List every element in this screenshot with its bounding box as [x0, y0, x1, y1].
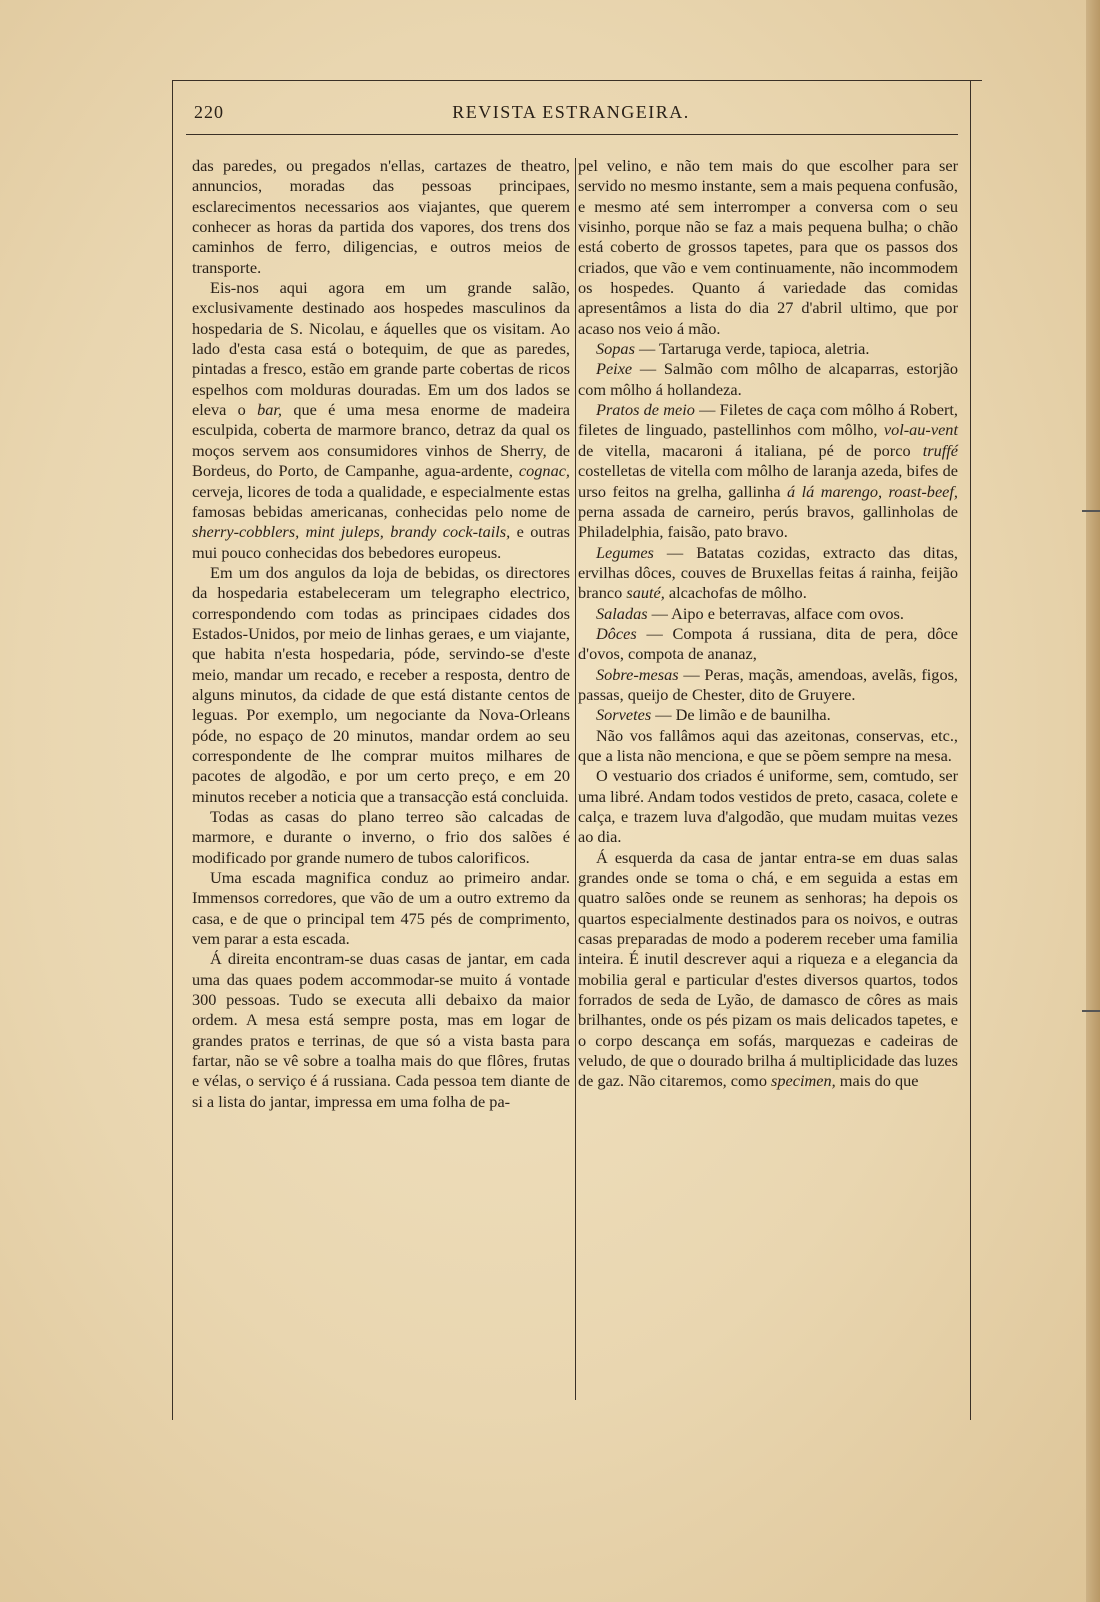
frame-right-rule [970, 80, 971, 1420]
frame-left-rule [172, 80, 173, 1420]
italic-term: cognac, [518, 461, 571, 481]
paragraph: Uma escada magnifica conduz ao primeiro andar. Immensos corredores, que vão de um a outro extremo da casa, e de que o principal tem 475 pés de comprimento, vem parar a esta escada. [192, 868, 570, 949]
menu-label: Peixe [596, 359, 633, 379]
italic-term: specimen, [771, 1071, 836, 1091]
menu-text: — Peras, maçãs, amendoas, avelãs, figos, passas, queijo de Chester, dito de Gruyere. [578, 664, 958, 704]
menu-saladas [578, 604, 958, 624]
text-run: que é uma mesa enorme de madeira esculpida, coberta de marmore branco, detraz da qual os moços servem aos consumidores vinhos de Sherry, de Bordeus, do Porto, de Campanhe, agua-ardente, [192, 400, 570, 481]
menu-text: alcachofas de môlho. [668, 583, 807, 603]
text-run: cerveja, licores de toda a qualidade, e especialmente estas famosas bebidas americanas, conhecidas pelo nome de [192, 481, 570, 521]
menu-text: — Compota á russiana, dita de pera, dôce d'ovos, compota de ananaz, [578, 623, 958, 664]
paragraph: Não vos fallâmos aqui das azeitonas, conservas, etc., que a lista não menciona, e que se põem sempre na mesa. [578, 725, 958, 765]
menu-text: de vitella, macaroni á italiana, pé de porco [578, 440, 911, 460]
page-edge [1086, 0, 1100, 1602]
menu-text: perna assada de carneiro, perús bravos, gallinholas de Philadelphia, faisão, pato bravo. [578, 501, 958, 542]
running-head: REVISTA ESTRANGEIRA. [452, 102, 690, 122]
margin-mark [1082, 1010, 1100, 1012]
menu-text: — Filetes de caça com môlho á Robert, filetes de linguado, pastellinhos com môlho, [578, 400, 958, 440]
paragraph [578, 848, 958, 1092]
frame-top-rule [172, 80, 982, 81]
paragraph: Á direita encontram-se duas casas de jantar, em cada uma das quaes podem accommodar-se muito á vontade 300 pessoas. Tudo se executa alli debaixo da maior ordem. A mesa está sempre posta, mas em logar de grandes pratos e terrinas, de que só a vista basta para fartar, não se vê sobre a toalha mais do que flôres, frutas e vélas, o serviço é á russiana. Cada pessoa tem diante de si a lista do jantar, impressa em uma folha de pa- [192, 949, 570, 1111]
menu-label: Pratos de meio [596, 400, 695, 420]
menu-label: Legumes [596, 542, 654, 562]
menu-pratos [578, 400, 958, 542]
menu-label: Sorvetes [596, 705, 652, 725]
column-divider [575, 158, 576, 1400]
right-column [578, 156, 958, 1092]
italic-term: sherry-cobblers, mint juleps, brandy cock-tails, [192, 522, 511, 542]
menu-text: costelletas de vitella com môlho de laranja azeda, bifes de urso feitos na grelha, gallinha [578, 461, 958, 501]
paragraph: O vestuario dos criados é uniforme, sem, comtudo, ser uma libré. Andam todos vestidos de preto, casaca, colete e calça, e trazem luva d'algodão, que mudam muitas vezes ao dia. [578, 766, 958, 847]
text-run: Eis-nos aqui agora em um grande salão, exclusivamente destinado aos hospedes masculinos da hospedaria de S. Nicolau, e áquelles que os visitam. Ao lado d'esta casa está o botequim, de que as paredes, pintadas a fresco, estão em grande parte cobertas de ricos espelhos com molduras douradas. Em um dos lados se eleva o [192, 278, 570, 420]
italic-term: truffé [922, 440, 958, 460]
menu-label: Sopas [596, 339, 635, 359]
italic-term: sauté, [626, 583, 665, 603]
menu-doces [578, 624, 958, 665]
paragraph: Todas as casas do plano terreo são calcadas de marmore, e durante o inverno, o frio dos salões é modificado por grande numero de tubos calorificos. [192, 807, 570, 867]
menu-label: Sobre-mesas [596, 664, 679, 684]
left-column [192, 156, 570, 1112]
menu-sopas [578, 339, 958, 359]
paragraph: pel velino, e não tem mais do que escolher para ser servido no mesmo instante, sem a mais pequena confusão, e mesmo até sem interromper a conversa com o seu visinho, porque não se faz a mais pequena bulha; o chão está coberto de grossos tapetes, para que os passos dos criados, que vão e vem continuamente, não incommodem os hospedes. Quanto á variedade das comidas apresentâmos a lista do dia 27 d'abril ultimo, que por acaso nos veio á mão. [578, 156, 958, 338]
menu-text: — Tartaruga verde, tapioca, aletria. [638, 339, 870, 359]
menu-legumes [578, 543, 958, 604]
menu-label: Saladas [596, 603, 648, 623]
paragraph [192, 278, 570, 563]
page-number: 220 [194, 102, 224, 122]
text-run: mais do que [839, 1071, 919, 1091]
menu-text: — De limão e de baunilha. [655, 705, 831, 725]
header-rule [186, 134, 958, 135]
menu-text: — Batatas cozidas, extracto das ditas, ervilhas dôces, couves de Bruxellas feitas á rainha, feijão branco [578, 542, 958, 603]
page-header [186, 100, 956, 126]
margin-mark [1082, 510, 1100, 512]
menu-text: — Aipo e beterravas, alface com ovos. [651, 603, 904, 623]
text-run: e outras mui pouco conhecidas dos bebedores europeus. [192, 522, 570, 562]
paragraph: das paredes, ou pregados n'ellas, cartazes de theatro, annuncios, moradas das pessoas principaes, esclarecimentos necessarios aos viajantes, que querem conhecer as horas da partida dos vapores, dos trens dos caminhos de ferro, diligencias, e outros meios de transporte. [192, 156, 570, 277]
menu-text: — Salmão com môlho de alcaparras, estorjão com môlho á hollandeza. [578, 359, 958, 399]
menu-sobremesas [578, 665, 958, 706]
italic-term: bar, [257, 400, 282, 420]
menu-label: Dôces [596, 623, 637, 643]
text-run: Á esquerda da casa de jantar entra-se em duas salas grandes onde se toma o chá, e em seguida a estas em quatro salões onde se reunem as senhoras; ha depois os quartos especialmente destinados para os noivos, e outras casas preparadas de modo a poderem receber uma familia inteira. É inutil descrever aqui a riqueza e a elegancia da mobilia geral e particular d'estes diversos quartos, todos forrados de seda de Lyão, de damasco de côres as mais brilhantes, onde os pés pizam os mais delicados tapetes, e o corpo descança em sofás, marquezas e cadeiras de veludo, de que o dourado brilha á multiplicidade das luzes de gaz. Não citaremos, como [578, 847, 958, 1091]
italic-term: á lá marengo, roast-beef, [787, 481, 958, 501]
menu-peixe [578, 359, 958, 400]
paragraph: Em um dos angulos da loja de bebidas, os directores da hospedaria estabeleceram um telegrapho electrico, correspondendo com todas as principaes cidades dos Estados-Unidos, por meio de linhas geraes, e um viajante, que habita n'esta hospedaria, póde, servindo-se d'este meio, mandar um recado, e receber a resposta, dentro de alguns minutos, da cidade de que está distante centos de leguas. Por exemplo, um negociante da Nova-Orleans póde, no espaço de 20 minutos, mandar ordem ao seu correspondente de lhe comprar muitos milhares de pacotes de algodão, e por um certo preço, e em 20 minutos receber a noticia que a transacção está concluida. [192, 562, 570, 806]
menu-sorvetes [578, 705, 958, 725]
italic-term: vol-au-vent [883, 420, 958, 440]
